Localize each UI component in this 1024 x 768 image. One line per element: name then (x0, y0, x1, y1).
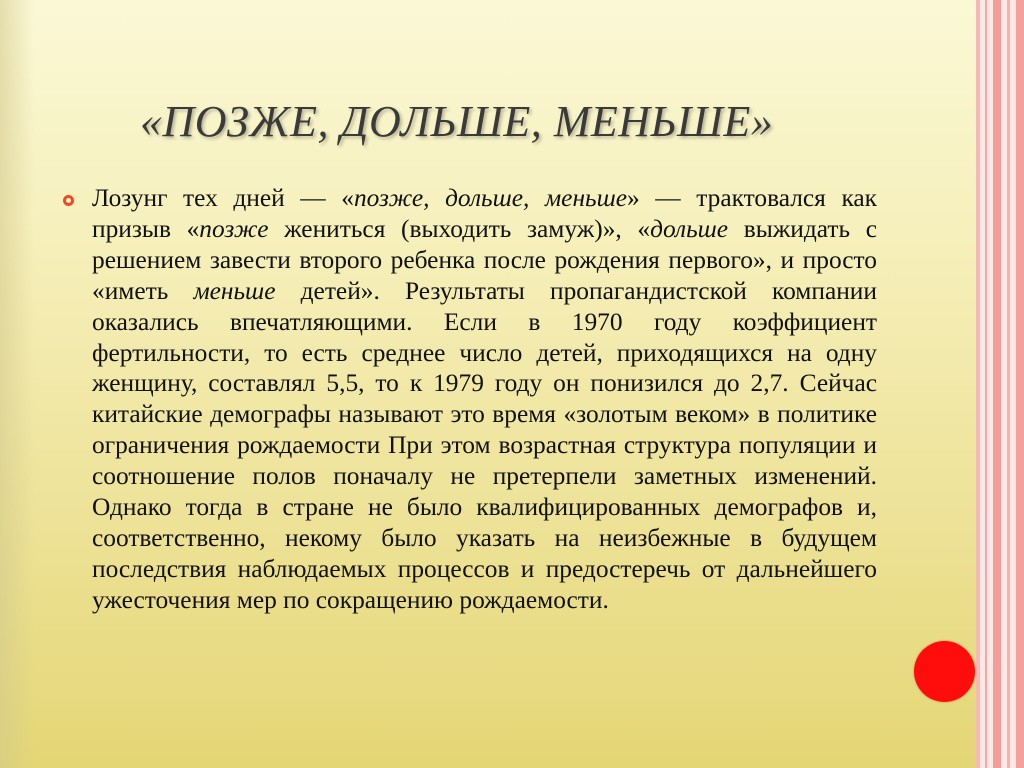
left-edge-shadow (0, 0, 34, 768)
stripe (1016, 0, 1024, 768)
stripe (985, 0, 987, 768)
emphasized-text: дольше (650, 214, 729, 243)
stripe (976, 0, 980, 768)
bullet-paragraph (92, 183, 877, 616)
paragraph-text: » — трактовался как призыв « (92, 184, 877, 243)
paragraph-text: Лозунг тех дней — « (92, 184, 354, 212)
decorative-stripes (976, 0, 1024, 768)
ring-bullet-icon (63, 195, 74, 206)
emphasized-text: позже (199, 214, 269, 243)
slide-title: «ПОЗЖЕ, ДОЛЬШЕ, МЕНЬШЕ» (140, 97, 774, 146)
emphasized-text: меньше (193, 276, 276, 305)
emphasized-text: позже, дольше, меньше (353, 184, 628, 212)
paragraph-text: выжидать с решением завести второго ребенка после рождения первого», и просто «иметь (92, 214, 877, 305)
stripe (1007, 0, 1010, 768)
stripe (993, 0, 1001, 768)
paragraph-text: жениться (выходить замуж)», « (268, 214, 651, 243)
paragraph-text: детей». Результаты пропагандистской компании оказались впечатляющими. Если в 1970 году коэффициент фертильности, то есть среднее число детей, приходящихся на одну женщину, составлял 5,5, то к 1979 году он понизился до 2,7. Сейчас китайские демографы называют это время «золотым веком» в политике ограничения рождаемости При этом возрастная структура популяции и соотношение полов поначалу не претерпели заметных изменений. Однако тогда в стране не было квалифицированных демографов и, соответственно, некому было указать на неизбежные в будущем последствия наблюдаемых процессов и предостеречь от дальнейшего ужесточения мер по сокращению рождаемости. (92, 276, 877, 614)
red-circle-icon (914, 641, 975, 702)
